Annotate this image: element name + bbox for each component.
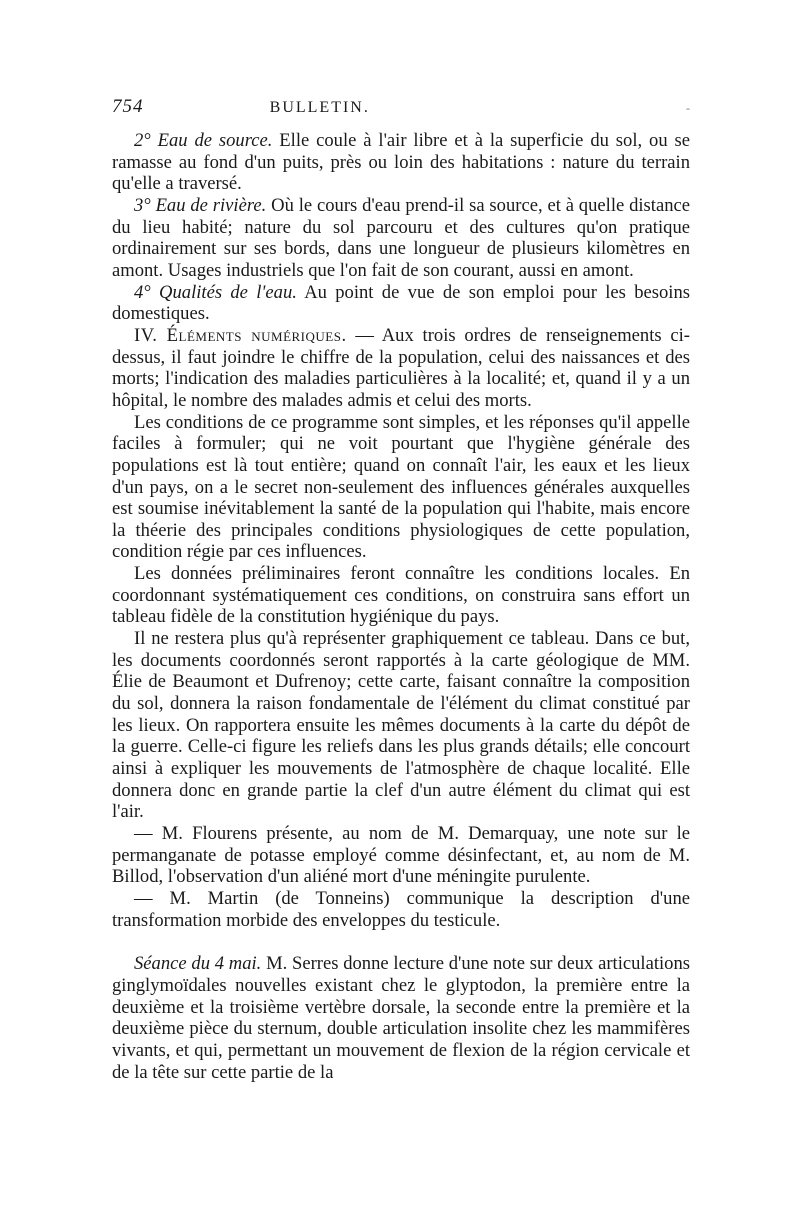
paragraph-text: Au point de vue de son emploi pour les besoins domestiques.: [112, 281, 691, 325]
paragraph-eau-de-riviere: [112, 195, 690, 282]
paragraph-lead: 4° Qualités de l'eau.: [134, 281, 297, 303]
paragraph-lead: IV. Éléments numériques.: [134, 324, 347, 346]
paragraph-text: Où le cours d'eau prend-il sa source, et à quelle distance du lieu habité; nature du sol parcouru et des cultures qu'on pratique ordinairement sur ses bords, dans une longueur de plusieurs kilomètres en amont. Usages industriels que l'on fait de son courant, aussi en amont.: [112, 194, 691, 281]
paragraph-eau-de-source: [112, 130, 690, 195]
running-title: BULLETIN.: [269, 99, 370, 116]
paragraph-lead: 2° Eau de source.: [134, 130, 273, 151]
paragraph-lead: 3° Eau de rivière.: [134, 194, 267, 216]
paragraph-text: Les données préliminaires feront connaître les conditions locales. En coordonnant systématiquement ces conditions, on construira sans effort un tableau fidèle de la constitution hygiénique du pays.: [112, 563, 690, 628]
page-number: 754: [112, 96, 144, 117]
paragraph-representation-graphique: [112, 628, 690, 823]
paragraph-qualites-eau: [112, 282, 690, 325]
paragraph-conditions-programme: [112, 412, 690, 564]
paragraph-martin: [112, 888, 690, 931]
paragraph-text: Il ne restera plus qu'à représenter graphiquement ce tableau. Dans ce but, les documents coordonnés seront rapportés à la carte géologique de MM. Élie de Beaumont et Dufrenoy; cette carte, faisant connaître la composition du sol, donnera la raison fondamentale de l'élément du climat constitué par les lieux. On rapportera ensuite les mêmes documents à la carte du dépôt de la guerre. Celle-ci figure les reliefs dans les plus grands détails; elle concourt ainsi à expliquer les mouvements de l'atmosphère de chaque localité. Elle donnera donc en grande partie la clef d'un autre élément du climat qui est l'air.: [112, 628, 690, 823]
paragraph-lead: Séance du 4 mai.: [134, 953, 262, 975]
paragraph-flourens: [112, 823, 690, 888]
paragraph-text: — M. Flourens présente, au nom de M. Demarquay, une note sur le permanganate de potasse employé comme désinfectant, et, au nom de M. Billod, l'observation d'un aliéné mort d'une méningite purulente.: [112, 823, 690, 888]
paragraph-text: M. Serres donne lecture d'une note sur deux articulations ginglymoïdales nouvelles existant chez le glyptodon, la première entre la deuxième et la troisième vertèbre dorsale, la seconde entre la première et la deuxième pièce du sternum, double articulation insolite chez les mammifères vivants, et qui, permettant un mouvement de flexion de la région cervicale et de la tête sur cette partie de la: [112, 953, 690, 1083]
paragraph-text: Elle coule à l'air libre et à la superficie du sol, ou se ramasse au fond d'un puits, près ou loin des habitations : nature du terrain qu'elle a traversé.: [112, 130, 690, 195]
paragraph-text: — M. Martin (de Tonneins) communique la description d'une transformation morbide des enveloppes du testicule.: [112, 887, 690, 931]
document-page: [112, 96, 690, 1083]
running-head: [112, 96, 690, 124]
paragraph-elements-numeriques: [112, 325, 690, 412]
paragraph-text: — Aux trois ordres de renseignements ci-dessus, il faut joindre le chiffre de la population, celui des naissances et des morts; l'indication des maladies particulières à la localité; et, quand il y a un hôpital, le nombre des malades admis et celui des morts.: [112, 324, 691, 411]
paragraph-seance-4-mai: [112, 953, 690, 1083]
paragraph-text: Les conditions de ce programme sont simples, et les réponses qu'il appelle faciles à formuler; qui ne voit pourtant que l'hygiène générale des populations est là tout entière; quand on connaît l'air, les eaux et les lieux d'un pays, on a le secret non-seulement des influences générales auxquelles est soumise inévitablement la santé de la population qui l'habite, mais encore la théerie des principales conditions physiologiques de cette population, condition régie par ces influences.: [112, 411, 690, 563]
header-mark: -: [685, 101, 690, 115]
section-gap: [112, 931, 690, 953]
paragraph-donnees-preliminaires: [112, 563, 690, 628]
